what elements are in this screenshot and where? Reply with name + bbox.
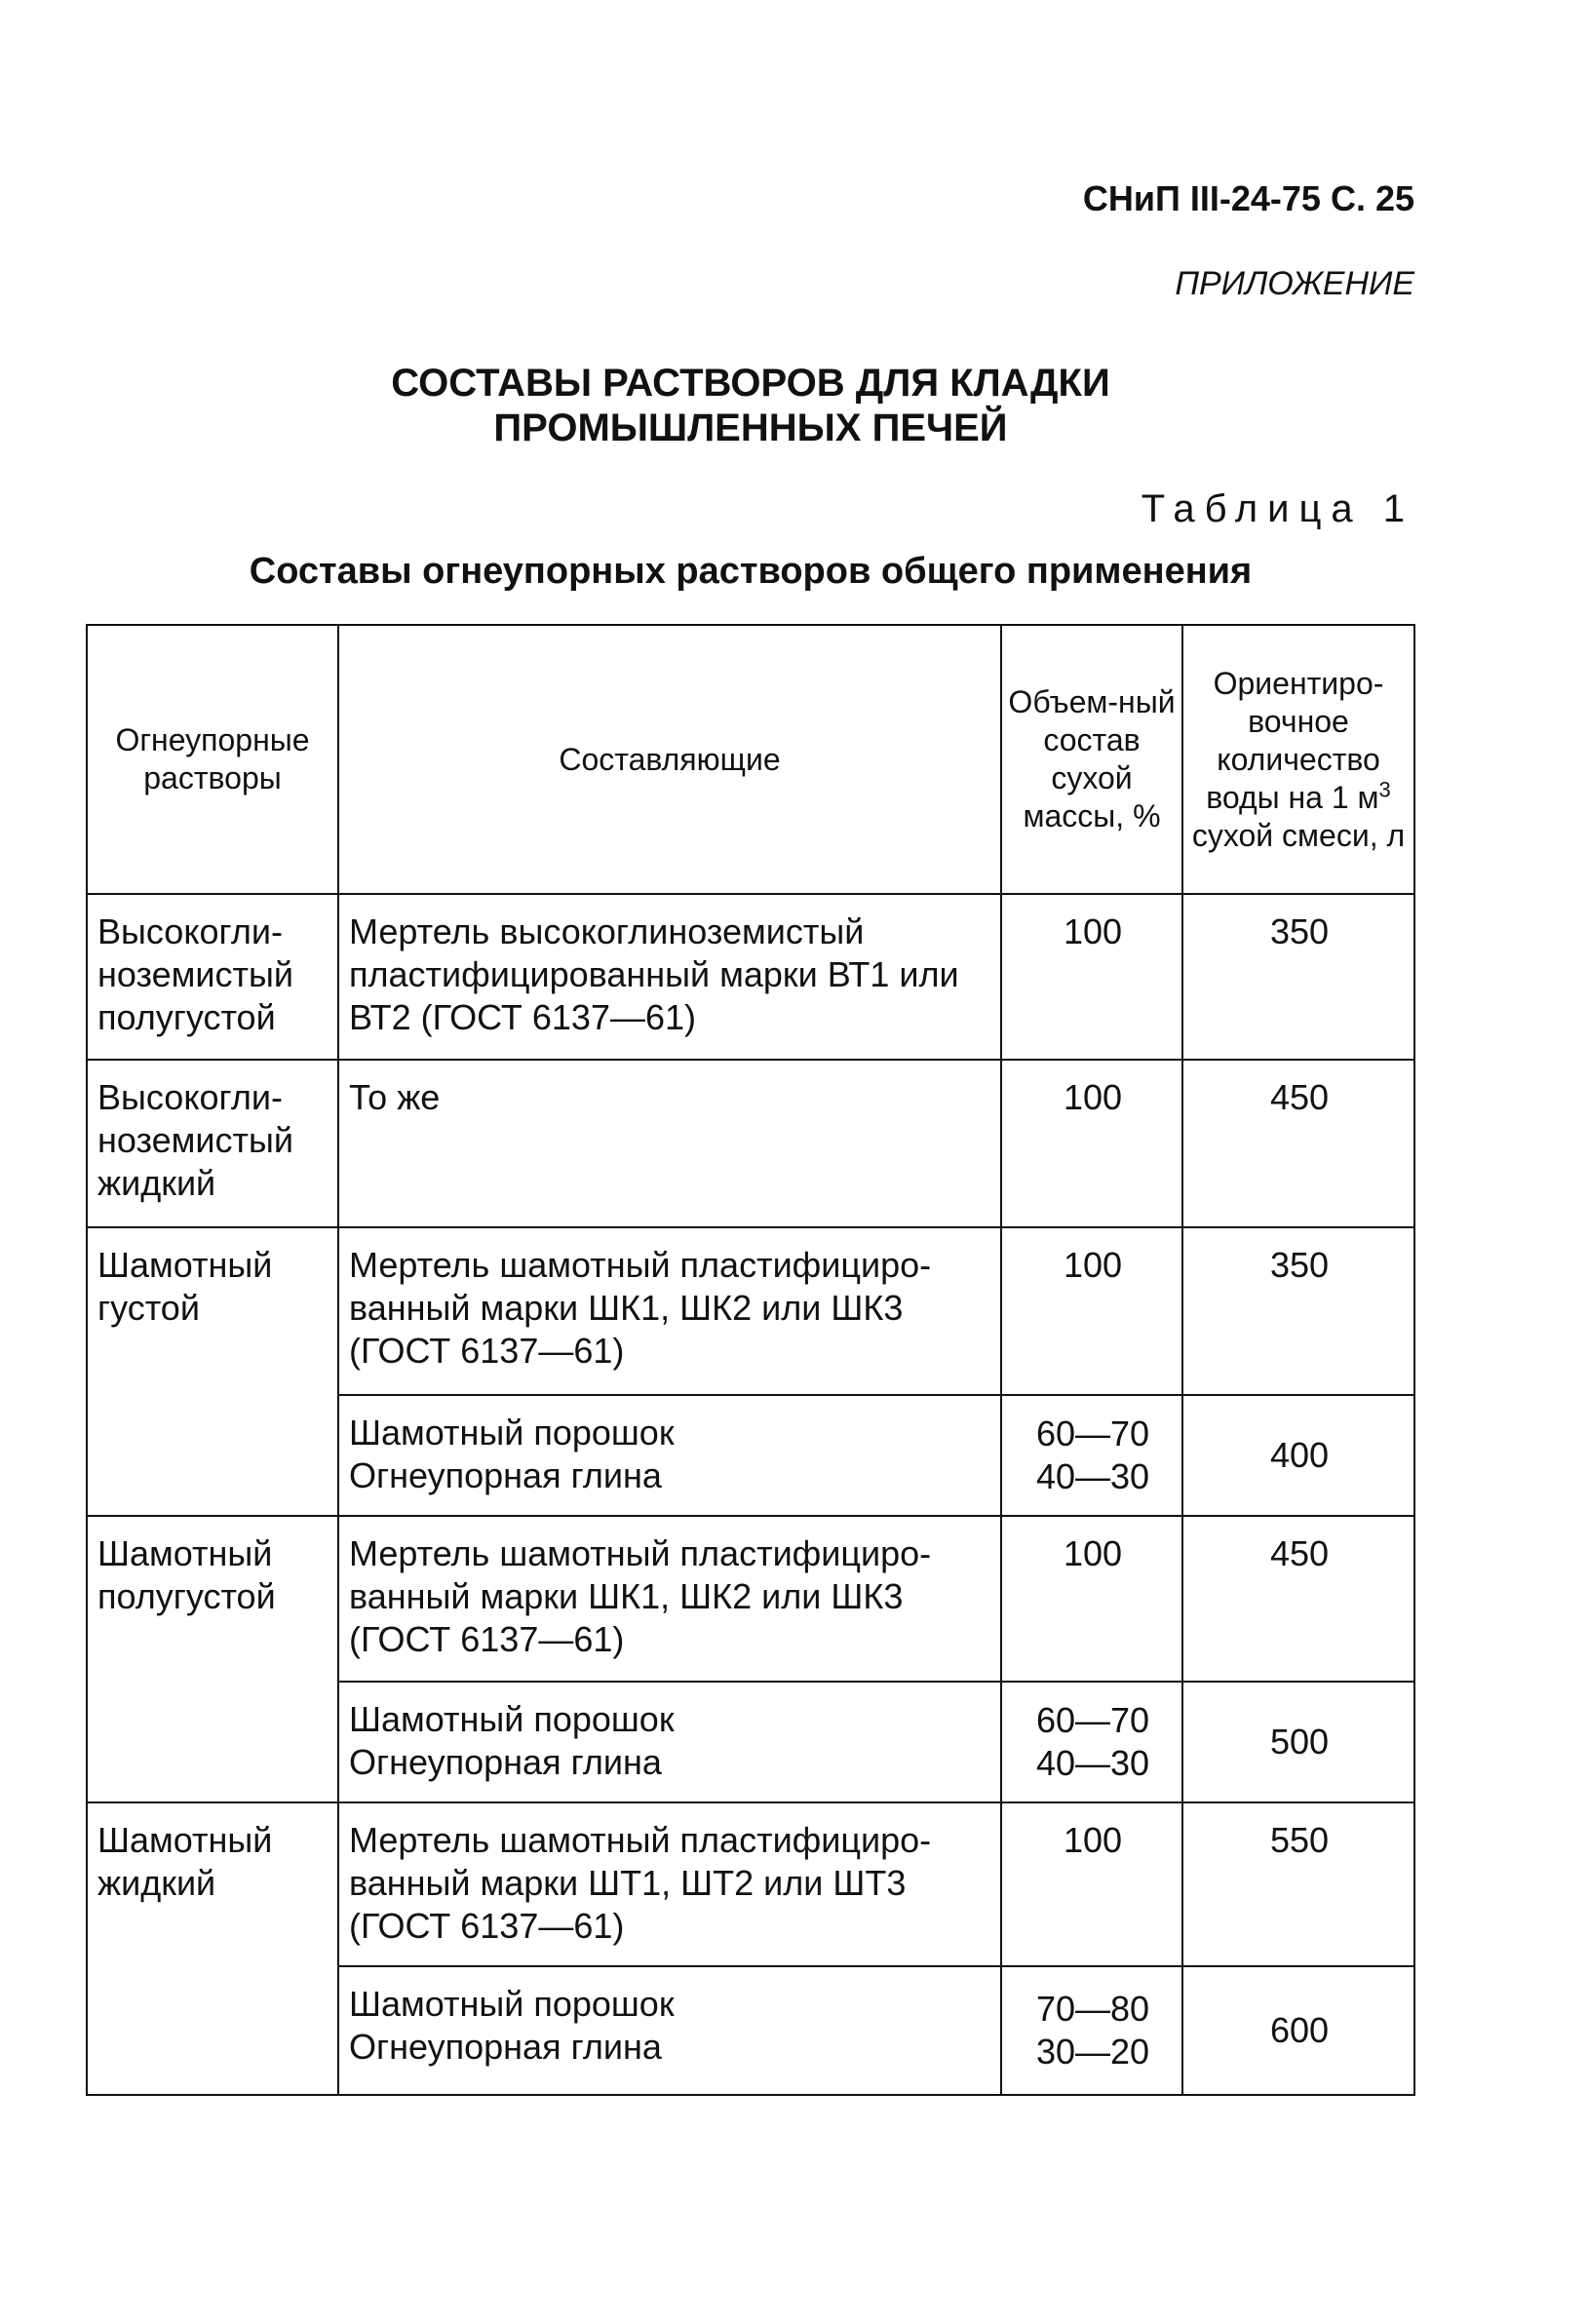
header-composition-text: Объем-ный состав сухой массы, % xyxy=(1008,684,1176,833)
water-cell: 600 xyxy=(1182,1966,1414,2095)
component-clay: Огнеупорная глина xyxy=(349,2027,662,2067)
table-row xyxy=(87,1516,1414,1682)
component-powder: Шамотный порошок xyxy=(349,1413,675,1452)
water-cell: 400 xyxy=(1182,1395,1414,1516)
header-water-superscript: 3 xyxy=(1378,776,1391,801)
document-title xyxy=(0,361,1501,450)
table-number: Таблица 1 xyxy=(1141,487,1414,530)
mortar-name: Высокогли-ноземистый полугустой xyxy=(87,894,338,1060)
table-header-row xyxy=(87,625,1414,894)
water-cell: 550 xyxy=(1182,1802,1414,1966)
header-mortars xyxy=(87,625,338,894)
component-clay: Огнеупорная глина xyxy=(349,1455,662,1495)
mortar-name: Шамотный жидкий xyxy=(87,1802,338,2095)
component-clay: Огнеупорная глина xyxy=(349,1742,662,1782)
water-cell: 350 xyxy=(1182,894,1414,1060)
water-cell: 350 xyxy=(1182,1227,1414,1395)
table-row xyxy=(87,1802,1414,1966)
components-cell: Мертель шамотный пластифициро-ванный марки ШК1, ШК2 или ШК3 (ГОСТ 6137—61) xyxy=(338,1516,1001,1682)
table-row xyxy=(87,1227,1414,1395)
water-cell: 450 xyxy=(1182,1516,1414,1682)
composition-cell: 100 xyxy=(1001,1516,1182,1682)
title-line-1: СОСТАВЫ РАСТВОРОВ ДЛЯ КЛАДКИ xyxy=(391,362,1110,405)
header-composition xyxy=(1001,625,1182,894)
composition-clay: 30—20 xyxy=(1035,2032,1150,2072)
component-powder: Шамотный порошок xyxy=(349,1984,675,2024)
composition-cell: 100 xyxy=(1001,894,1182,1060)
table-row xyxy=(87,894,1414,1060)
table-row xyxy=(87,1060,1414,1227)
title-line-2: ПРОМЫШЛЕННЫХ ПЕЧЕЙ xyxy=(493,407,1008,449)
water-cell: 500 xyxy=(1182,1682,1414,1802)
table-title: Составы огнеупорных растворов общего применения xyxy=(249,551,1253,592)
mortar-name: Шамотный полугустой xyxy=(87,1516,338,1802)
appendix-label: ПРИЛОЖЕНИЕ xyxy=(1175,265,1414,302)
mortar-compositions-table xyxy=(86,624,1415,2096)
header-components xyxy=(338,625,1001,894)
mortar-name: Высокогли-ноземистый жидкий xyxy=(87,1060,338,1227)
composition-powder: 70—80 xyxy=(1035,1989,1150,2029)
composition-cell: 100 xyxy=(1001,1060,1182,1227)
composition-cell xyxy=(1001,1966,1182,2095)
composition-clay: 40—30 xyxy=(1035,1456,1150,1496)
components-cell: Мертель шамотный пластифициро-ванный марки ШК1, ШК2 или ШК3 (ГОСТ 6137—61) xyxy=(338,1227,1001,1395)
components-cell: Мертель шамотный пластифициро-ванный марки ШТ1, ШТ2 или ШТ3 (ГОСТ 6137—61) xyxy=(338,1802,1001,1966)
composition-cell xyxy=(1001,1395,1182,1516)
header-water-text: Ориентиро-вочное количество воды на 1 м xyxy=(1206,665,1384,815)
header-water-text-end: сухой смеси, л xyxy=(1191,817,1406,853)
components-cell xyxy=(338,1395,1001,1516)
composition-cell xyxy=(1001,1682,1182,1802)
composition-cell: 100 xyxy=(1001,1802,1182,1966)
document-code: СНиП III-24-75 С. 25 xyxy=(1082,178,1414,218)
header-components-text: Составляющие xyxy=(559,741,781,777)
components-cell xyxy=(338,1682,1001,1802)
header-water xyxy=(1182,625,1414,894)
components-cell: Мертель высокоглиноземистый пластифицированный марки ВТ1 или ВТ2 (ГОСТ 6137—61) xyxy=(338,894,1001,1060)
header-mortars-text: Огнеупорные растворы xyxy=(115,722,310,795)
mortar-name: Шамотный густой xyxy=(87,1227,338,1516)
composition-cell: 100 xyxy=(1001,1227,1182,1395)
components-cell xyxy=(338,1966,1001,2095)
component-powder: Шамотный порошок xyxy=(349,1699,675,1739)
composition-powder: 60—70 xyxy=(1035,1700,1150,1740)
composition-clay: 40—30 xyxy=(1035,1743,1150,1783)
components-cell: То же xyxy=(338,1060,1001,1227)
composition-powder: 60—70 xyxy=(1035,1414,1150,1453)
water-cell: 450 xyxy=(1182,1060,1414,1227)
